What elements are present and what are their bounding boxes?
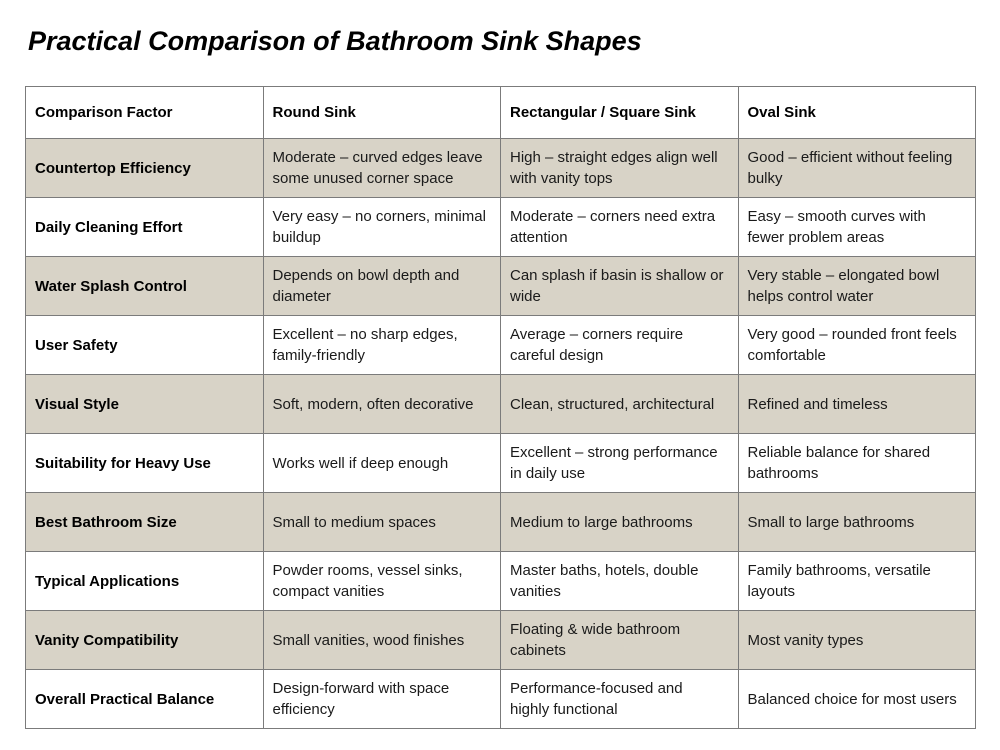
oval-sink-cell: Very good – rounded front feels comfortable (738, 316, 976, 375)
rectangular-sink-cell: Can splash if basin is shallow or wide (501, 257, 739, 316)
rectangular-sink-cell: Floating & wide bathroom cabinets (501, 611, 739, 670)
column-header-rectangular-square-sink: Rectangular / Square Sink (501, 87, 739, 139)
oval-sink-cell: Easy – smooth curves with fewer problem areas (738, 198, 976, 257)
round-sink-cell: Small to medium spaces (263, 493, 501, 552)
rectangular-sink-cell: Master baths, hotels, double vanities (501, 552, 739, 611)
oval-sink-cell: Most vanity types (738, 611, 976, 670)
factor-cell: Typical Applications (26, 552, 264, 611)
oval-sink-cell: Small to large bathrooms (738, 493, 976, 552)
table-header-row (26, 87, 976, 139)
rectangular-sink-cell: Excellent – strong performance in daily use (501, 434, 739, 493)
column-header-factor: Comparison Factor (26, 87, 264, 139)
column-header-round-sink: Round Sink (263, 87, 501, 139)
table-row-water-splash-control (26, 257, 976, 316)
round-sink-cell: Soft, modern, often decorative (263, 375, 501, 434)
factor-cell: Overall Practical Balance (26, 670, 264, 729)
oval-sink-cell: Balanced choice for most users (738, 670, 976, 729)
rectangular-sink-cell: Medium to large bathrooms (501, 493, 739, 552)
column-header-oval-sink: Oval Sink (738, 87, 976, 139)
table-row-suitability-for-heavy-use (26, 434, 976, 493)
rectangular-sink-cell: Clean, structured, architectural (501, 375, 739, 434)
rectangular-sink-cell: Average – corners require careful design (501, 316, 739, 375)
factor-cell: Visual Style (26, 375, 264, 434)
factor-cell: Water Splash Control (26, 257, 264, 316)
oval-sink-cell: Reliable balance for shared bathrooms (738, 434, 976, 493)
factor-cell: Suitability for Heavy Use (26, 434, 264, 493)
rectangular-sink-cell: Moderate – corners need extra attention (501, 198, 739, 257)
table-row-vanity-compatibility (26, 611, 976, 670)
factor-cell: Best Bathroom Size (26, 493, 264, 552)
oval-sink-cell: Refined and timeless (738, 375, 976, 434)
rectangular-sink-cell: High – straight edges align well with vanity tops (501, 139, 739, 198)
table-row-user-safety (26, 316, 976, 375)
table-row-visual-style (26, 375, 976, 434)
round-sink-cell: Excellent – no sharp edges, family-friendly (263, 316, 501, 375)
table-row-best-bathroom-size (26, 493, 976, 552)
factor-cell: Daily Cleaning Effort (26, 198, 264, 257)
factor-cell: Countertop Efficiency (26, 139, 264, 198)
round-sink-cell: Powder rooms, vessel sinks, compact vanities (263, 552, 501, 611)
oval-sink-cell: Very stable – elongated bowl helps control water (738, 257, 976, 316)
round-sink-cell: Moderate – curved edges leave some unused corner space (263, 139, 501, 198)
round-sink-cell: Very easy – no corners, minimal buildup (263, 198, 501, 257)
page-title: Practical Comparison of Bathroom Sink Shapes (28, 26, 642, 56)
table-row-countertop-efficiency (26, 139, 976, 198)
factor-cell: Vanity Compatibility (26, 611, 264, 670)
round-sink-cell: Design-forward with space efficiency (263, 670, 501, 729)
rectangular-sink-cell: Performance-focused and highly functional (501, 670, 739, 729)
table-row-typical-applications (26, 552, 976, 611)
comparison-table (25, 86, 976, 729)
oval-sink-cell: Good – efficient without feeling bulky (738, 139, 976, 198)
table-row-overall-practical-balance (26, 670, 976, 729)
factor-cell: User Safety (26, 316, 264, 375)
table-row-daily-cleaning-effort (26, 198, 976, 257)
round-sink-cell: Depends on bowl depth and diameter (263, 257, 501, 316)
round-sink-cell: Works well if deep enough (263, 434, 501, 493)
round-sink-cell: Small vanities, wood finishes (263, 611, 501, 670)
oval-sink-cell: Family bathrooms, versatile layouts (738, 552, 976, 611)
